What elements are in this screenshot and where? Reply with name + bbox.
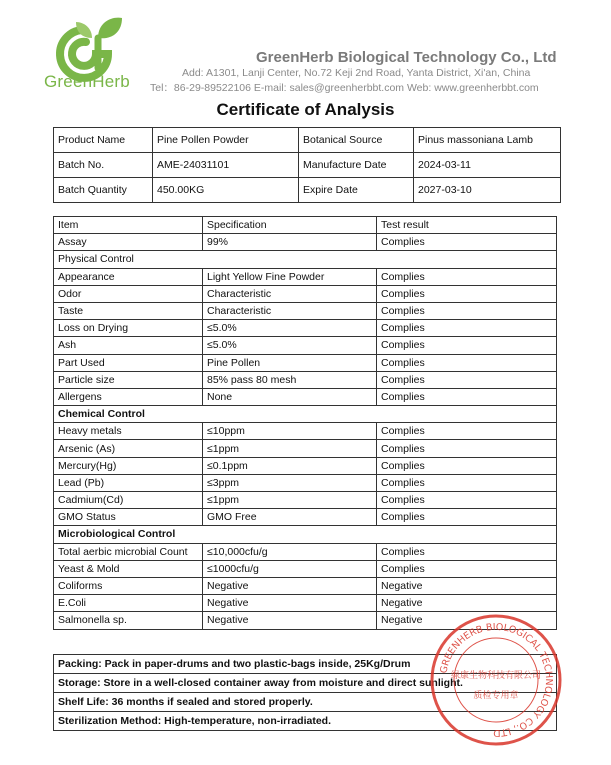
batch-no-label: Batch No. <box>54 153 153 178</box>
manufacture-date-value: 2024-03-11 <box>414 153 561 178</box>
row-result: Complies <box>377 285 557 302</box>
table-row <box>54 474 557 491</box>
row-spec: ≤0.1ppm <box>203 457 377 474</box>
row-spec: None <box>203 388 377 405</box>
specification-table <box>53 216 557 630</box>
row-result: Complies <box>377 560 557 577</box>
table-row <box>54 354 557 371</box>
row-item: E.Coli <box>54 595 203 612</box>
expire-date-value: 2027-03-10 <box>414 178 561 203</box>
row-spec: ≤10,000cfu/g <box>203 543 377 560</box>
row-result: Complies <box>377 423 557 440</box>
row-item: Heavy metals <box>54 423 203 440</box>
row-spec: ≤10ppm <box>203 423 377 440</box>
row-spec: ≤5.0% <box>203 337 377 354</box>
row-spec: Negative <box>203 595 377 612</box>
row-result: Complies <box>377 320 557 337</box>
sterilization-text: Sterilization Method: High-temperature, non-irradiated. <box>54 712 557 731</box>
manufacture-date-label: Manufacture Date <box>299 153 414 178</box>
packing-text: Packing: Pack in paper-drums and two plastic-bags inside, 25Kg/Drum <box>54 655 557 674</box>
storage-text: Storage: Store in a well-closed container away from moisture and direct sunlight. <box>54 674 557 693</box>
table-row <box>54 577 557 594</box>
row-result: Complies <box>377 457 557 474</box>
row-spec: Characteristic <box>203 302 377 319</box>
row-result: Complies <box>377 492 557 509</box>
row-spec: 99% <box>203 234 377 251</box>
product-name-value: Pine Pollen Powder <box>153 128 299 153</box>
logo-text: GreenHerb <box>44 72 130 91</box>
table-row <box>54 234 557 251</box>
product-info-table <box>53 127 561 203</box>
row-item: Odor <box>54 285 203 302</box>
row-item: Arsenic (As) <box>54 440 203 457</box>
row-result: Complies <box>377 371 557 388</box>
row-item: Cadmium(Cd) <box>54 492 203 509</box>
row-item: Allergens <box>54 388 203 405</box>
physical-rows <box>54 268 557 406</box>
row-result: Complies <box>377 440 557 457</box>
section-chemical-control: Chemical Control <box>54 406 557 423</box>
row-result: Complies <box>377 302 557 319</box>
batch-quantity-value: 450.00KG <box>153 178 299 203</box>
row-spec: ≤1ppm <box>203 440 377 457</box>
row-spec: ≤1000cfu/g <box>203 560 377 577</box>
company-address: Add: A1301, Lanji Center, No.72 Keji 2nd Road, Yanta District, Xi'an, China <box>182 67 531 79</box>
row-result: Complies <box>377 474 557 491</box>
table-row <box>54 595 557 612</box>
row-item: GMO Status <box>54 509 203 526</box>
row-item: Mercury(Hg) <box>54 457 203 474</box>
row-result: Complies <box>377 234 557 251</box>
table-row <box>54 457 557 474</box>
row-item: Particle size <box>54 371 203 388</box>
row-item: Salmonella sp. <box>54 612 203 629</box>
row-result: Complies <box>377 337 557 354</box>
row-result: Negative <box>377 595 557 612</box>
row-result: Complies <box>377 388 557 405</box>
product-name-label: Product Name <box>54 128 153 153</box>
row-spec: GMO Free <box>203 509 377 526</box>
row-item: Appearance <box>54 268 203 285</box>
row-spec: Negative <box>203 577 377 594</box>
header-test-result: Test result <box>377 217 557 234</box>
batch-no-value: AME-24031101 <box>153 153 299 178</box>
row-spec: 85% pass 80 mesh <box>203 371 377 388</box>
chemical-rows <box>54 423 557 526</box>
row-item: Total aerbic microbial Count <box>54 543 203 560</box>
row-item: Yeast & Mold <box>54 560 203 577</box>
row-item: Taste <box>54 302 203 319</box>
row-result: Complies <box>377 509 557 526</box>
row-item: Coliforms <box>54 577 203 594</box>
table-row <box>54 337 557 354</box>
row-spec: Negative <box>203 612 377 629</box>
table-row <box>54 388 557 405</box>
svg-text:质检专用章: 质检专用章 <box>473 691 519 701</box>
row-result: Complies <box>377 354 557 371</box>
table-row <box>54 320 557 337</box>
row-item: Part Used <box>54 354 203 371</box>
shelf-life-text: Shelf Life: 36 months if sealed and stored properly. <box>54 693 557 712</box>
row-item: Ash <box>54 337 203 354</box>
table-row <box>54 543 557 560</box>
row-result: Negative <box>377 612 557 629</box>
batch-quantity-label: Batch Quantity <box>54 178 153 203</box>
row-spec: ≤3ppm <box>203 474 377 491</box>
section-physical-control: Physical Control <box>54 251 557 268</box>
row-result: Negative <box>377 577 557 594</box>
table-row <box>54 423 557 440</box>
company-name: GreenHerb Biological Technology Co., Ltd <box>256 49 557 66</box>
row-item: Assay <box>54 234 203 251</box>
table-row <box>54 492 557 509</box>
table-row <box>54 440 557 457</box>
row-item: Loss on Drying <box>54 320 203 337</box>
row-spec: Light Yellow Fine Powder <box>203 268 377 285</box>
row-spec: Characteristic <box>203 285 377 302</box>
table-row <box>54 268 557 285</box>
expire-date-label: Expire Date <box>299 178 414 203</box>
company-contact: Tel：86-29-89522106 E-mail: sales@greenherbbt.com Web: www.greenherbbt.com <box>150 82 539 94</box>
row-spec: ≤1ppm <box>203 492 377 509</box>
row-result: Complies <box>377 268 557 285</box>
page-title: Certificate of Analysis <box>216 100 395 119</box>
botanical-value: Pinus massoniana Lamb <box>414 128 561 153</box>
row-spec: Pine Pollen <box>203 354 377 371</box>
row-item: Lead (Pb) <box>54 474 203 491</box>
row-spec: ≤5.0% <box>203 320 377 337</box>
table-row <box>54 560 557 577</box>
svg-text:GREENHERB BIOLOGICAL TECHNOLOG: GREENHERB BIOLOGICAL TECHNOLOGY CO., LTD <box>438 621 555 739</box>
table-row <box>54 371 557 388</box>
section-micro-control: Microbiological Control <box>54 526 557 543</box>
botanical-label: Botanical Source <box>299 128 414 153</box>
company-seal-stamp <box>428 612 564 748</box>
table-row <box>54 302 557 319</box>
table-row <box>54 285 557 302</box>
header-item: Item <box>54 217 203 234</box>
row-result: Complies <box>377 543 557 560</box>
header-specification: Specification <box>203 217 377 234</box>
table-row <box>54 509 557 526</box>
svg-text:绿康生物科技有限公司: 绿康生物科技有限公司 <box>450 671 542 681</box>
